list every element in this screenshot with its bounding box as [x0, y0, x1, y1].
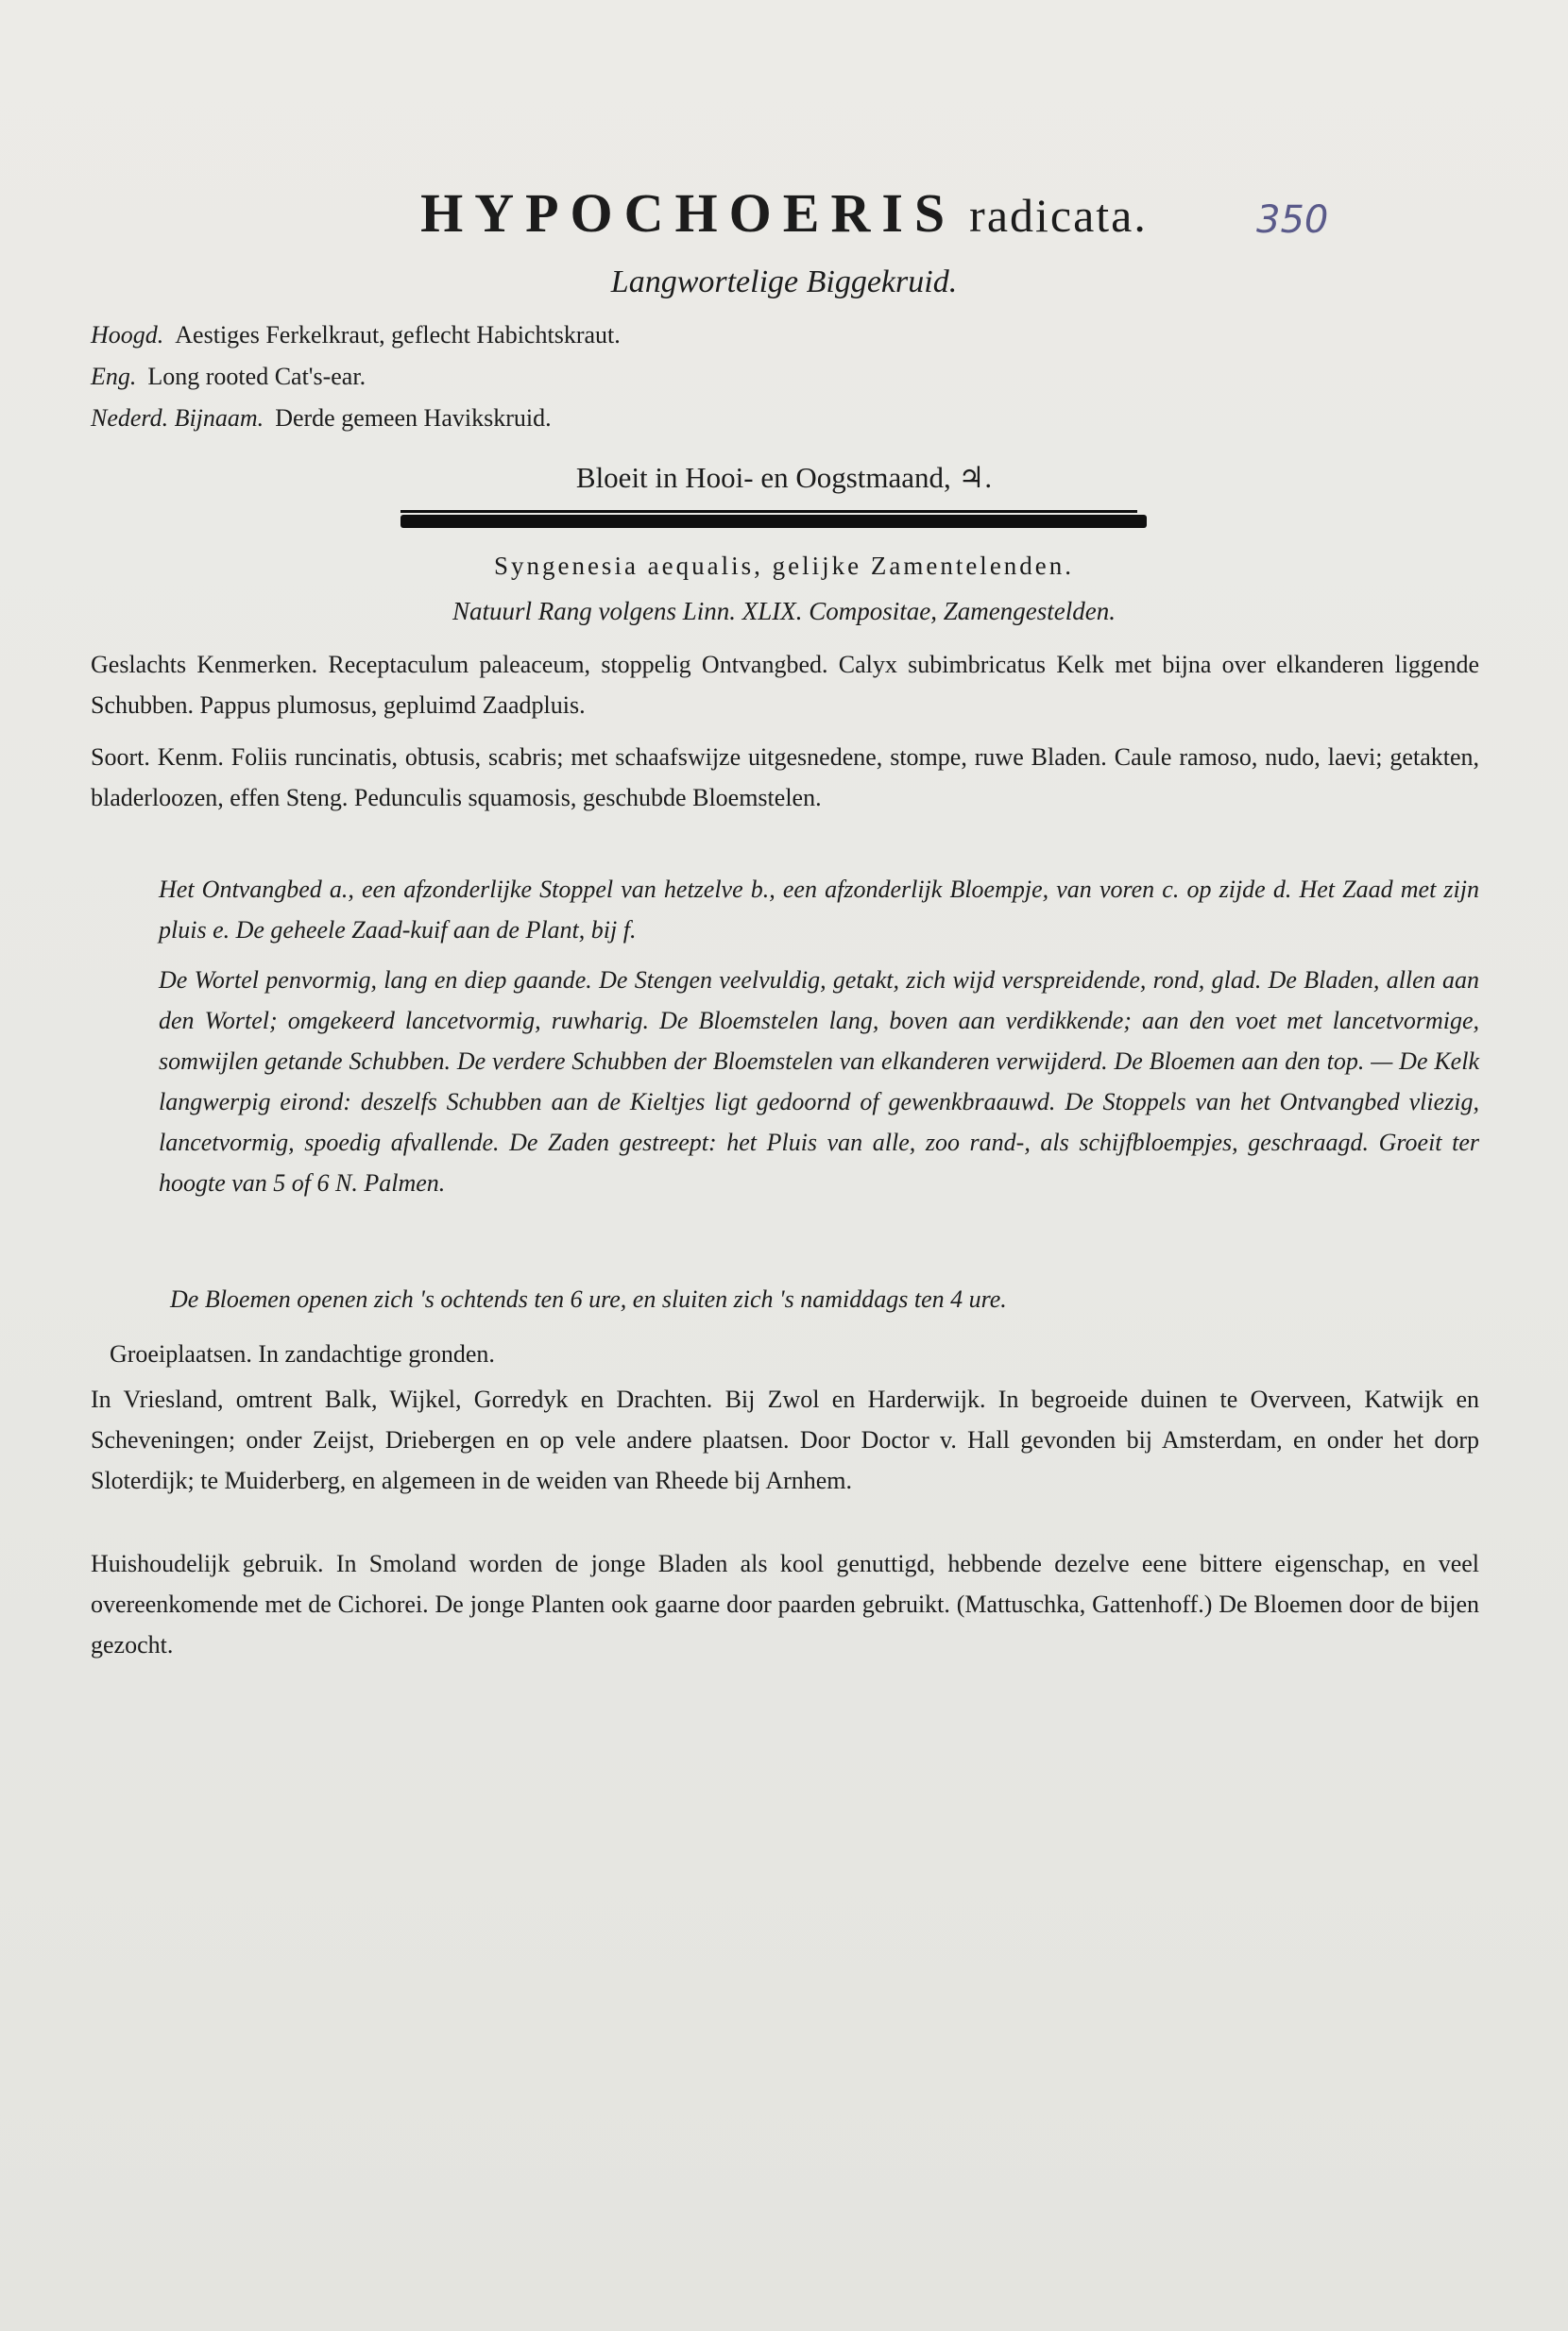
paragraph-huishoudelijk: Huishoudelijk gebruik. In Smoland worden de jonge Bladen als kool genuttigd, hebbende dezelve eene bittere eigenschap, en veel overeenkomende met de Cichorei. De jonge Planten ook gaarne door paarden gebruikt. (Mattuschka, Gattenhoff.) De Bloemen door de bijen gezocht.	[91, 1550, 1479, 1659]
paragraph-ontvangbed: Het Ontvangbed a., een afzonderlijke Stoppel van hetzelve b., een afzonderlijk Bloempje, van voren c. op zijde d. Het Zaad met zijn pluis e. De geheele Zaad-kuif aan de Plant, bij f.	[159, 876, 1479, 944]
species-name: radicata.	[969, 189, 1148, 242]
divider-rule-thin	[401, 510, 1137, 513]
name-label: Hoogd.	[91, 321, 164, 349]
name-line-eng	[91, 356, 1477, 398]
paragraph-vindplaatsen: In Vriesland, omtrent Balk, Wijkel, Gorredyk en Drachten. Bij Zwol en Harderwijk. In begroeide duinen te Overveen, Katwijk en Scheveningen; onder Zeijst, Driebergen en op vele andere plaatsen. Door Doctor v. Hall gevonden bij Amsterdam, en onder het dorp Sloterdijk; te Muiderberg, en algemeen in de weiden van Rheede bij Arnhem.	[91, 1386, 1479, 1494]
paragraph-soort: Soort. Kenm. Foliis runcinatis, obtusis, scabris; met schaafswijze uitgesnedene, stompe, ruwe Bladen. Caule ramoso, nudo, laevi; getakten, bladerloozen, effen Steng. Pedunculis squamosis, geschubde Bloemstelen.	[91, 743, 1479, 811]
paragraph-geslachts: Geslachts Kenmerken. Receptaculum paleaceum, stoppelig Ontvangbed. Calyx subimbricatus Kelk met bijna over elkanderen liggende Schubben. Pappus plumosus, gepluimd Zaadpluis.	[91, 651, 1479, 719]
dutch-name: Langwortelige Biggekruid.	[610, 264, 958, 299]
flowering-time: Bloeit in Hooi- en Oogstmaand, ♃.	[575, 461, 993, 494]
title	[0, 181, 1568, 245]
genus-name: HYPOCHOERIS	[420, 182, 957, 244]
classification-line-1: Syngenesia aequalis, gelijke Zamentelenden.	[493, 552, 1075, 580]
name-line-hoogd	[91, 315, 1477, 356]
name-label: Eng.	[91, 363, 137, 390]
plate-number: 350	[1256, 198, 1329, 242]
name-value: Derde gemeen Havikskruid.	[275, 404, 552, 432]
vernacular-names	[91, 315, 1477, 439]
divider-rule	[401, 515, 1147, 528]
name-label: Nederd. Bijnaam.	[91, 404, 264, 432]
classification-line-2: Natuurl Rang volgens Linn. XLIX. Compositae, Zamengestelden.	[452, 597, 1116, 625]
name-value: Long rooted Cat's-ear.	[147, 363, 366, 390]
paragraph-groeiplaatsen: Groeiplaatsen. In zandachtige gronden.	[110, 1340, 495, 1368]
name-value: Aestiges Ferkelkraut, geflecht Habichtskraut.	[175, 321, 621, 349]
paragraph-bloemen: De Bloemen openen zich 's ochtends ten 6 ure, en sluiten zich 's namiddags ten 4 ure.	[170, 1285, 1007, 1313]
paragraph-wortel: De Wortel penvormig, lang en diep gaande. De Stengen veelvuldig, getakt, zich wijd verspreidende, rond, glad. De Bladen, allen aan den Wortel; omgekeerd lancetvormig, ruwharig. De Bloemstelen lang, boven aan verdikkende; aan den voet met lancetvormige, somwijlen getande Schubben. De verdere Schubben der Bloemstelen van elkanderen verwijderd. De Bloemen aan den top. — De Kelk langwerpig eirond: deszelfs Schubben aan de Kieltjes ligt gedoornd of gewenkbraauwd. De Stoppels van het Ontvangbed vliezig, lancetvormig, spoedig afvallende. De Zaden gestreept: het Pluis van alle, zoo rand-, als schijfbloempjes, geschraagd. Groeit ter hoogte van 5 of 6 N. Palmen.	[159, 966, 1479, 1197]
name-line-nederd	[91, 398, 1477, 439]
